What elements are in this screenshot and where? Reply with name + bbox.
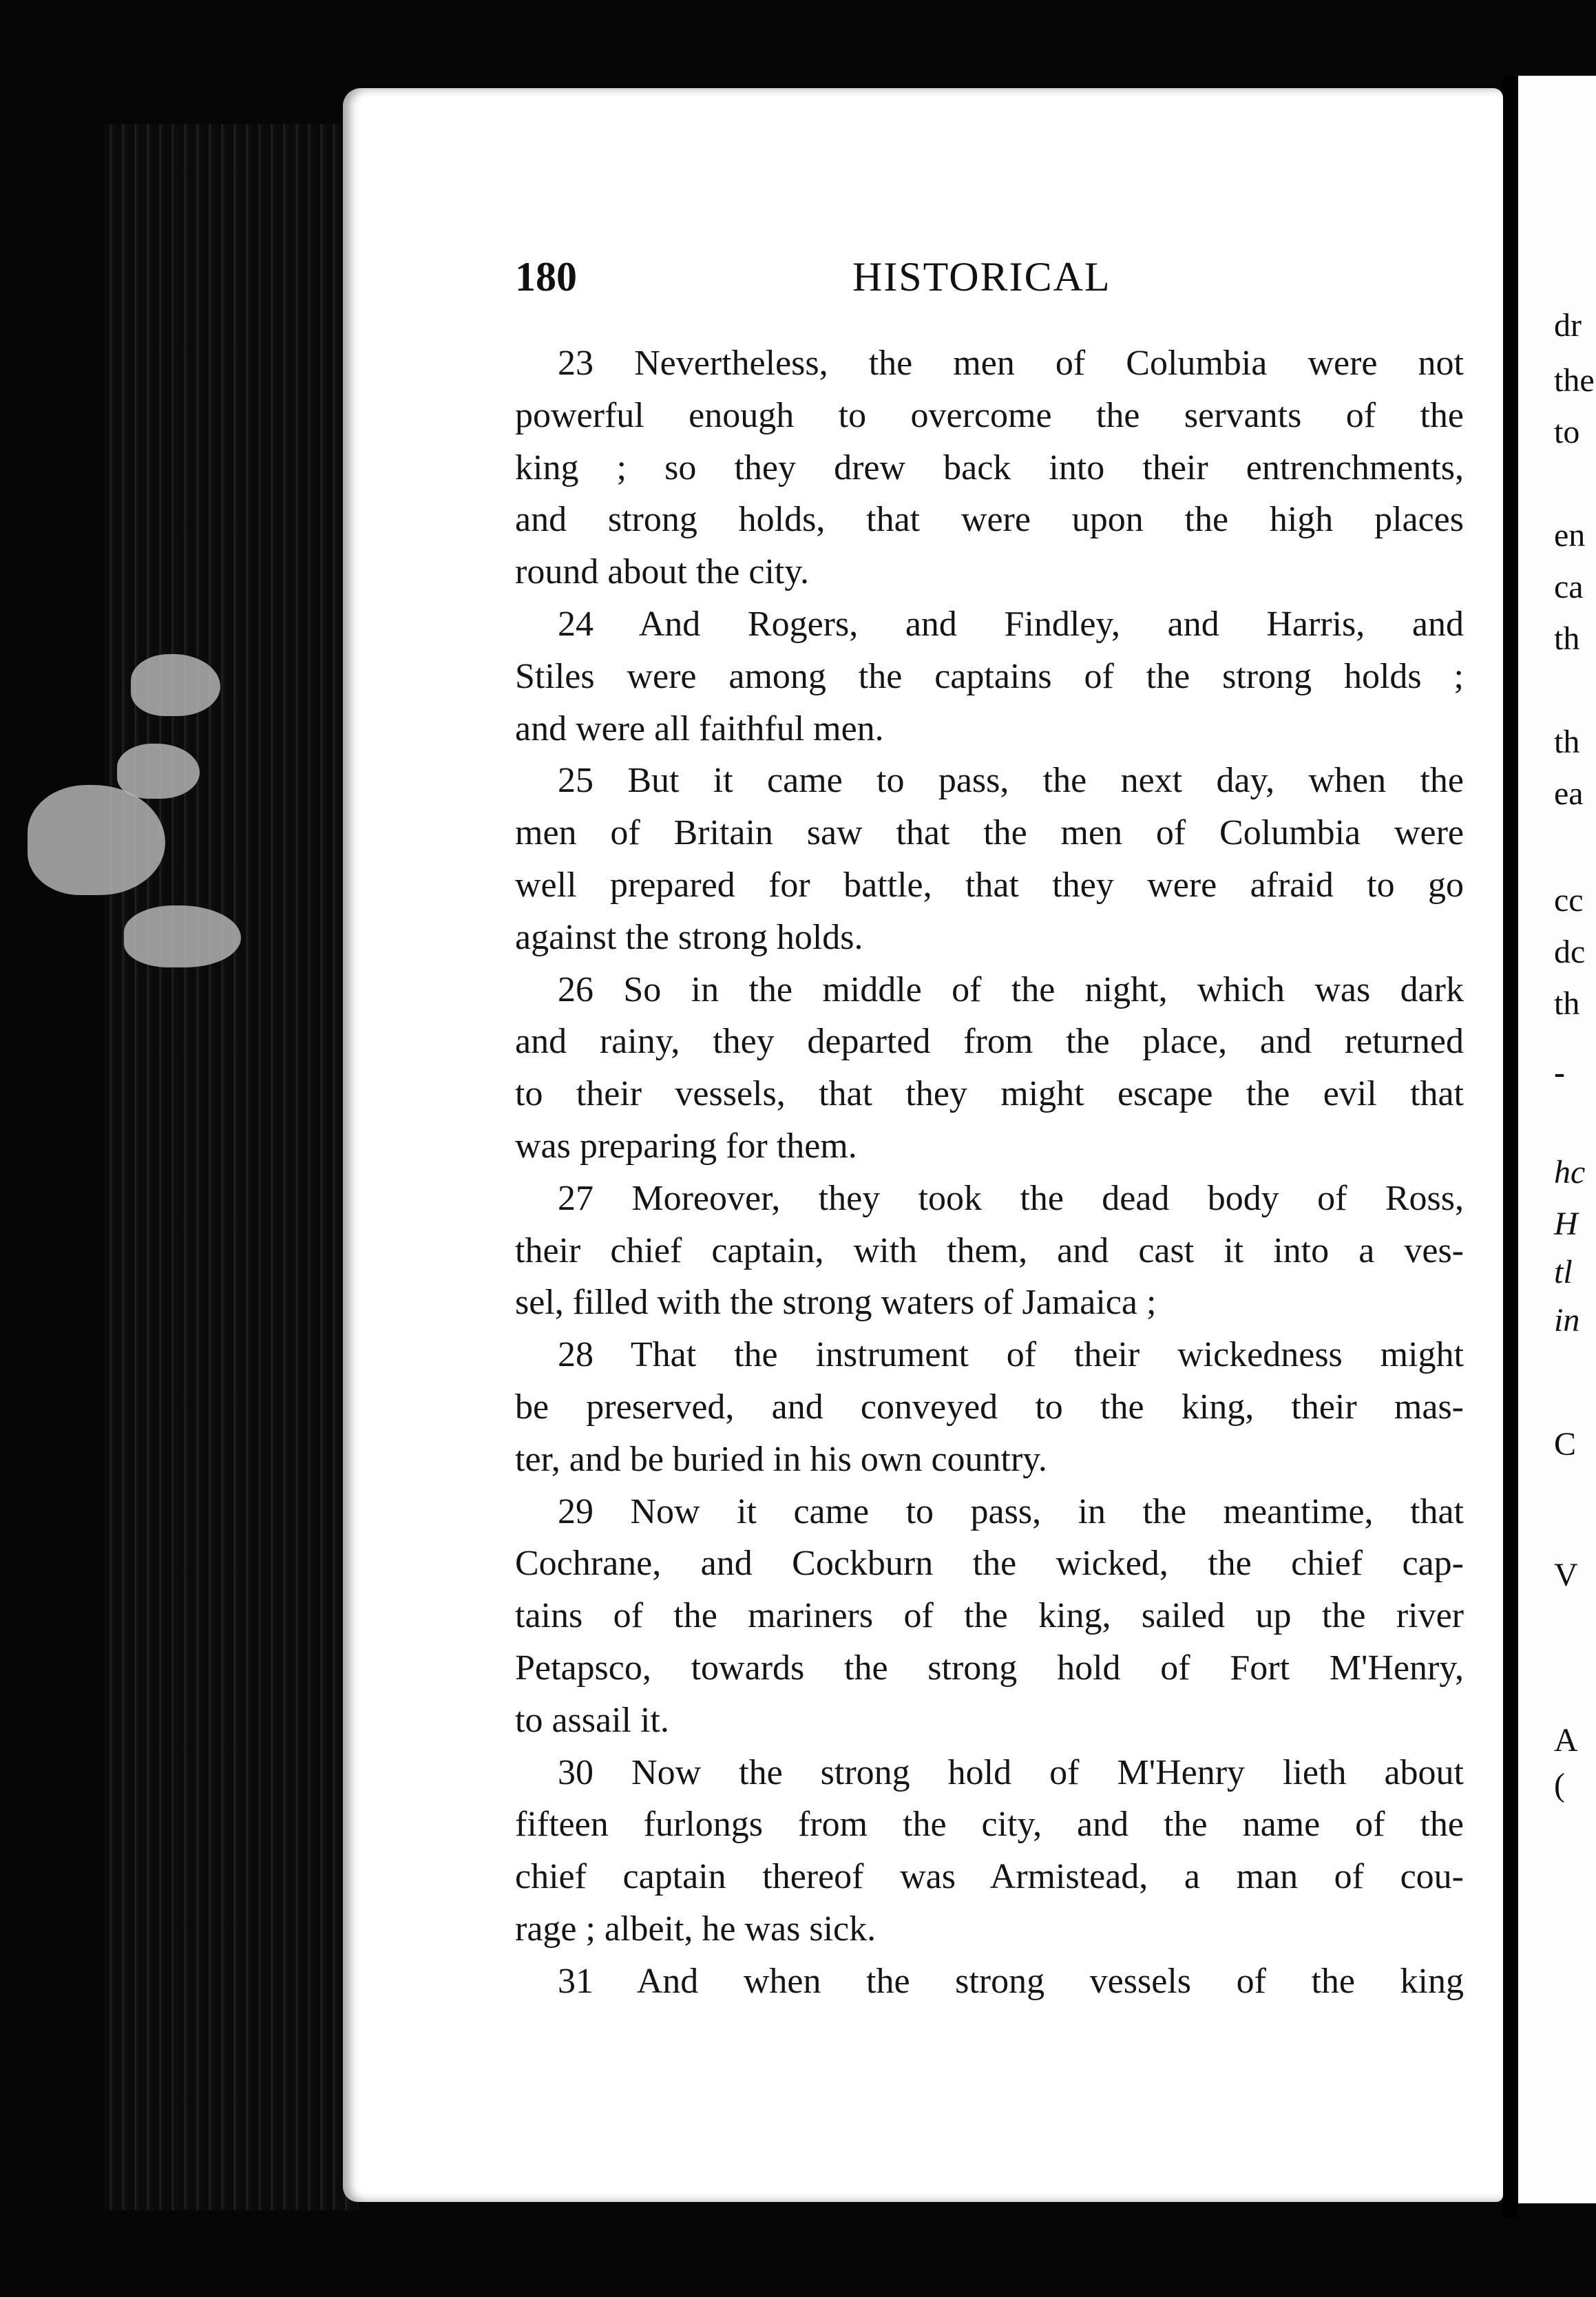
facing-page-text: en: [1554, 517, 1586, 554]
text-line: men of Britain saw that the men of Columbia were: [515, 813, 1464, 853]
text-line: ter, and be buried in his own country.: [515, 1439, 1047, 1479]
facing-page-text: H: [1554, 1206, 1578, 1242]
text-line: 24 And Rogers, and Findley, and Harris, and: [558, 604, 1464, 644]
text-line: against the strong holds.: [515, 917, 863, 957]
paper-damage-stain: [124, 905, 241, 967]
page-number: 180: [515, 254, 577, 300]
text-line: 27 Moreover, they took the dead body of Ross,: [558, 1178, 1464, 1218]
text-line: be preserved, and conveyed to the king, their mas-: [515, 1387, 1464, 1427]
facing-page-text: tl: [1554, 1254, 1573, 1290]
text-line: chief captain thereof was Armistead, a man of cou-: [515, 1857, 1464, 1897]
text-line: round about the city.: [515, 552, 809, 592]
text-line: and strong holds, that were upon the high places: [515, 500, 1464, 540]
paper-damage-stain: [117, 744, 200, 799]
facing-page-text: -: [1554, 1054, 1565, 1091]
running-head: HISTORICAL: [852, 254, 1111, 300]
text-line: fifteen furlongs from the city, and the name of the: [515, 1805, 1464, 1845]
facing-page-text: th: [1554, 724, 1580, 760]
text-line: 26 So in the middle of the night, which was dark: [558, 969, 1464, 1009]
facing-page-text: cc: [1554, 882, 1584, 919]
text-line: to assail it.: [515, 1700, 669, 1740]
paper-damage-stain: [131, 654, 220, 716]
text-line: and were all faithful men.: [515, 709, 884, 748]
text-line: 25 But it came to pass, the next day, when the: [558, 761, 1464, 801]
text-line: and rainy, they departed from the place, and returned: [515, 1022, 1464, 1062]
text-line: powerful enough to overcome the servants of the: [515, 395, 1464, 435]
facing-page-text: the: [1554, 362, 1595, 399]
page-header: [515, 253, 1464, 302]
facing-page-fragment: [1518, 76, 1596, 2203]
facing-page-text: ea: [1554, 775, 1584, 812]
text-line: king ; so they drew back into their entrenchments,: [515, 448, 1464, 487]
facing-page-text: C: [1554, 1426, 1577, 1462]
text-line: 31 And when the strong vessels of the king: [558, 1961, 1464, 2001]
text-line: 23 Nevertheless, the men of Columbia were not: [558, 344, 1464, 383]
text-line: their chief captain, with them, and cast it into a ves-: [515, 1230, 1464, 1270]
text-line: to their vessels, that they might escape the evil that: [515, 1074, 1464, 1114]
body-text: [515, 337, 1464, 2008]
facing-page-text: th: [1554, 620, 1580, 657]
facing-page-text: dc: [1554, 934, 1586, 970]
text-line: 29 Now it came to pass, in the meantime, that: [558, 1491, 1464, 1531]
text-line: tains of the mariners of the king, sailed up the river: [515, 1596, 1464, 1636]
book-fore-edge: [103, 124, 358, 2210]
text-line: sel, filled with the strong waters of Jamaica ;: [515, 1283, 1157, 1323]
text-line: Cochrane, and Cockburn the wicked, the chief cap-: [515, 1544, 1464, 1584]
facing-page-text: hc: [1554, 1154, 1586, 1191]
facing-page-text: dr: [1554, 307, 1582, 344]
text-line: well prepared for battle, that they were afraid to go: [515, 865, 1464, 905]
text-line: 30 Now the strong hold of M'Henry lieth about: [558, 1752, 1464, 1792]
facing-page-text: (: [1554, 1767, 1565, 1803]
text-line: 28 That the instrument of their wickedness might: [558, 1335, 1464, 1375]
page-gutter: [1503, 76, 1518, 2217]
facing-page-text: V: [1554, 1557, 1578, 1593]
text-line: Petapsco, towards the strong hold of Fort M'Henry,: [515, 1648, 1464, 1688]
facing-page-text: ca: [1554, 569, 1584, 605]
text-line: rage ; albeit, he was sick.: [515, 1909, 876, 1949]
text-line: Stiles were among the captains of the strong holds ;: [515, 656, 1464, 696]
facing-page-text: th: [1554, 985, 1580, 1022]
facing-page-text: in: [1554, 1302, 1580, 1339]
facing-page-text: A: [1554, 1722, 1578, 1759]
facing-page-text: to: [1554, 414, 1580, 450]
text-line: was preparing for them.: [515, 1126, 857, 1166]
